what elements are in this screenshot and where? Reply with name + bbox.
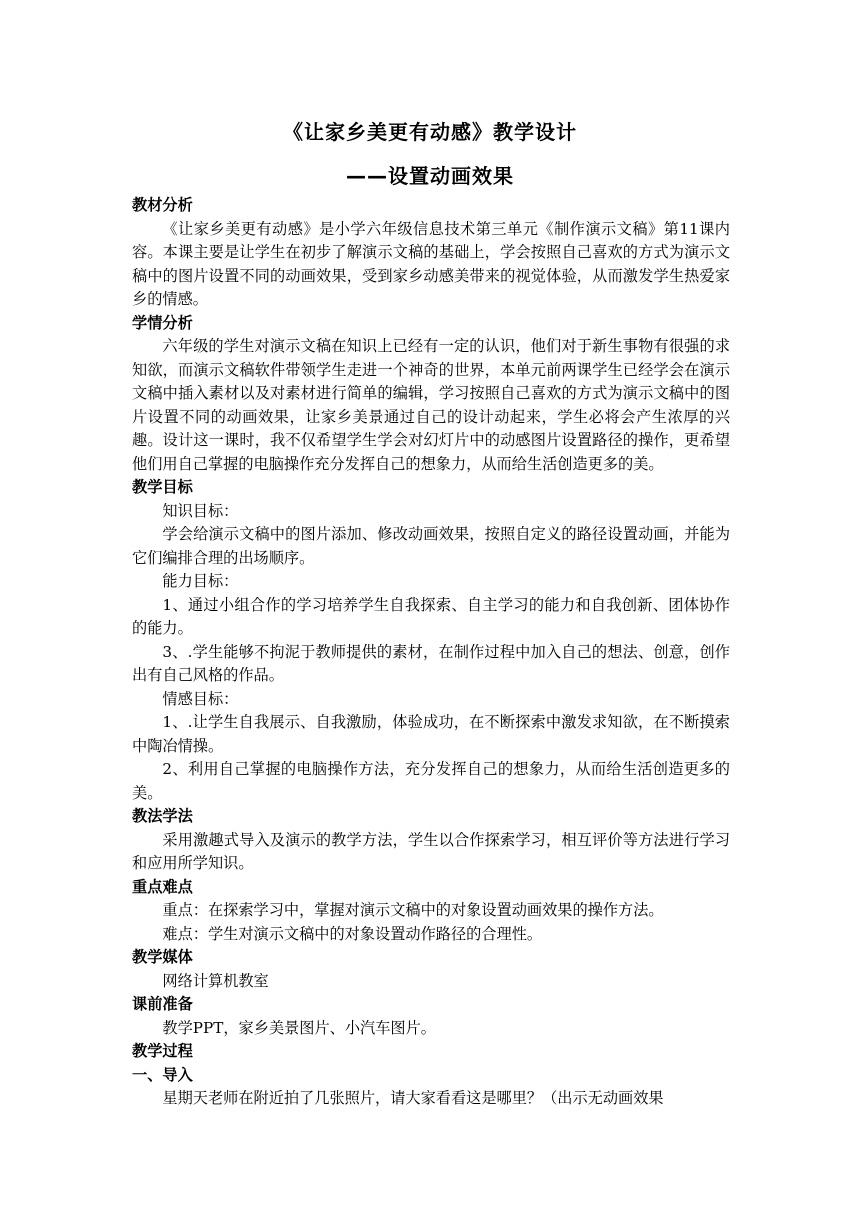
paragraph: 1、.让学生自我展示、自我激励，体验成功，在不断探索中激发求知欲，在不断摸索中陶冶情操。 — [132, 713, 730, 755]
paragraph: 学会给演示文稿中的图片添加、修改动画效果，按照自定义的路径设置动画，并能为它们编排合理的出场顺序。 — [132, 525, 730, 567]
paragraph: 3、.学生能够不拘泥于教师提供的素材，在制作过程中加入自己的想法、创意，创作出有自己风格的作品。 — [132, 642, 730, 684]
paragraph: 星期天老师在附近拍了几张照片，请大家看看这是哪里？（出示无动画效果 — [162, 1089, 664, 1107]
section-heading: 教学过程 — [132, 1042, 193, 1060]
paragraph: 采用激趣式导入及演示的教学方法，学生以合作探索学习，相互评价等方法进行学习和应用所学知识。 — [132, 830, 730, 872]
section-heading: 学情分析 — [132, 313, 193, 332]
section-heading: 课前准备 — [132, 995, 193, 1013]
paragraph: 六年级的学生对演示文稿在知识上已经有一定的认识，他们对于新生事物有很强的求知欲，而演示文稿软件带领学生走进一个神奇的世界，本单元前两课学生已经学会在演示文稿中插入素材以及对素材进行简单的编辑，学习按照自己喜欢的方式为演示文稿中的图片设置不同的动画效果，让家乡美景通过自己的设计动起来，学生必将会产生浓厚的兴趣。设计这一课时，我不仅希望学生学会对幻灯片中的动感图片设置路径的操作，更希望他们用自己掌握的电脑操作充分发挥自己的想象力，从而给生活创造更多的美。 — [132, 337, 730, 473]
section-heading: 教材分析 — [132, 196, 193, 214]
paragraph: 1、通过小组合作的学习培养学生自我探索、自主学习的能力和自我创新、团体协作的能力。 — [132, 595, 730, 637]
subheading-ability: 能力目标： — [162, 572, 239, 590]
paragraph: 重点：在探索学习中，掌握对演示文稿中的对象设置动画效果的操作方法。 — [162, 901, 664, 919]
paragraph: 网络计算机教室 — [162, 971, 269, 990]
subheading-emotion: 情感目标： — [162, 689, 239, 708]
paragraph: 教学PPT，家乡美景图片、小汽车图片。 — [162, 1018, 436, 1037]
document-body — [132, 194, 730, 1111]
paragraph: 《让家乡美更有动感》是小学六年级信息技术第三单元《制作演示文稿》第11课内容。本课主要是让学生在初步了解演示文稿的基础上，学会按照自己喜欢的方式为演示文稿中的图片设置不同的动画效果，受到家乡动感美带来的视觉体验，从而激发学生热爱家乡的情感。 — [132, 219, 730, 308]
document-subtitle: ——设置动画效果 — [346, 164, 514, 188]
subheading-knowledge: 知识目标： — [162, 501, 239, 520]
section-heading: 教法学法 — [132, 807, 193, 825]
document-title: 《让家乡美更有动感》教学设计 — [283, 120, 577, 144]
section-heading: 一、导入 — [132, 1065, 193, 1084]
section-heading: 教学媒体 — [132, 948, 193, 966]
section-heading: 教学目标 — [132, 478, 193, 496]
paragraph: 2、利用自己掌握的电脑操作方法，充分发挥自己的想象力，从而给生活创造更多的美。 — [132, 760, 730, 802]
section-heading: 重点难点 — [132, 877, 193, 896]
paragraph: 难点：学生对演示文稿中的对象设置动作路径的合理性。 — [162, 924, 543, 943]
